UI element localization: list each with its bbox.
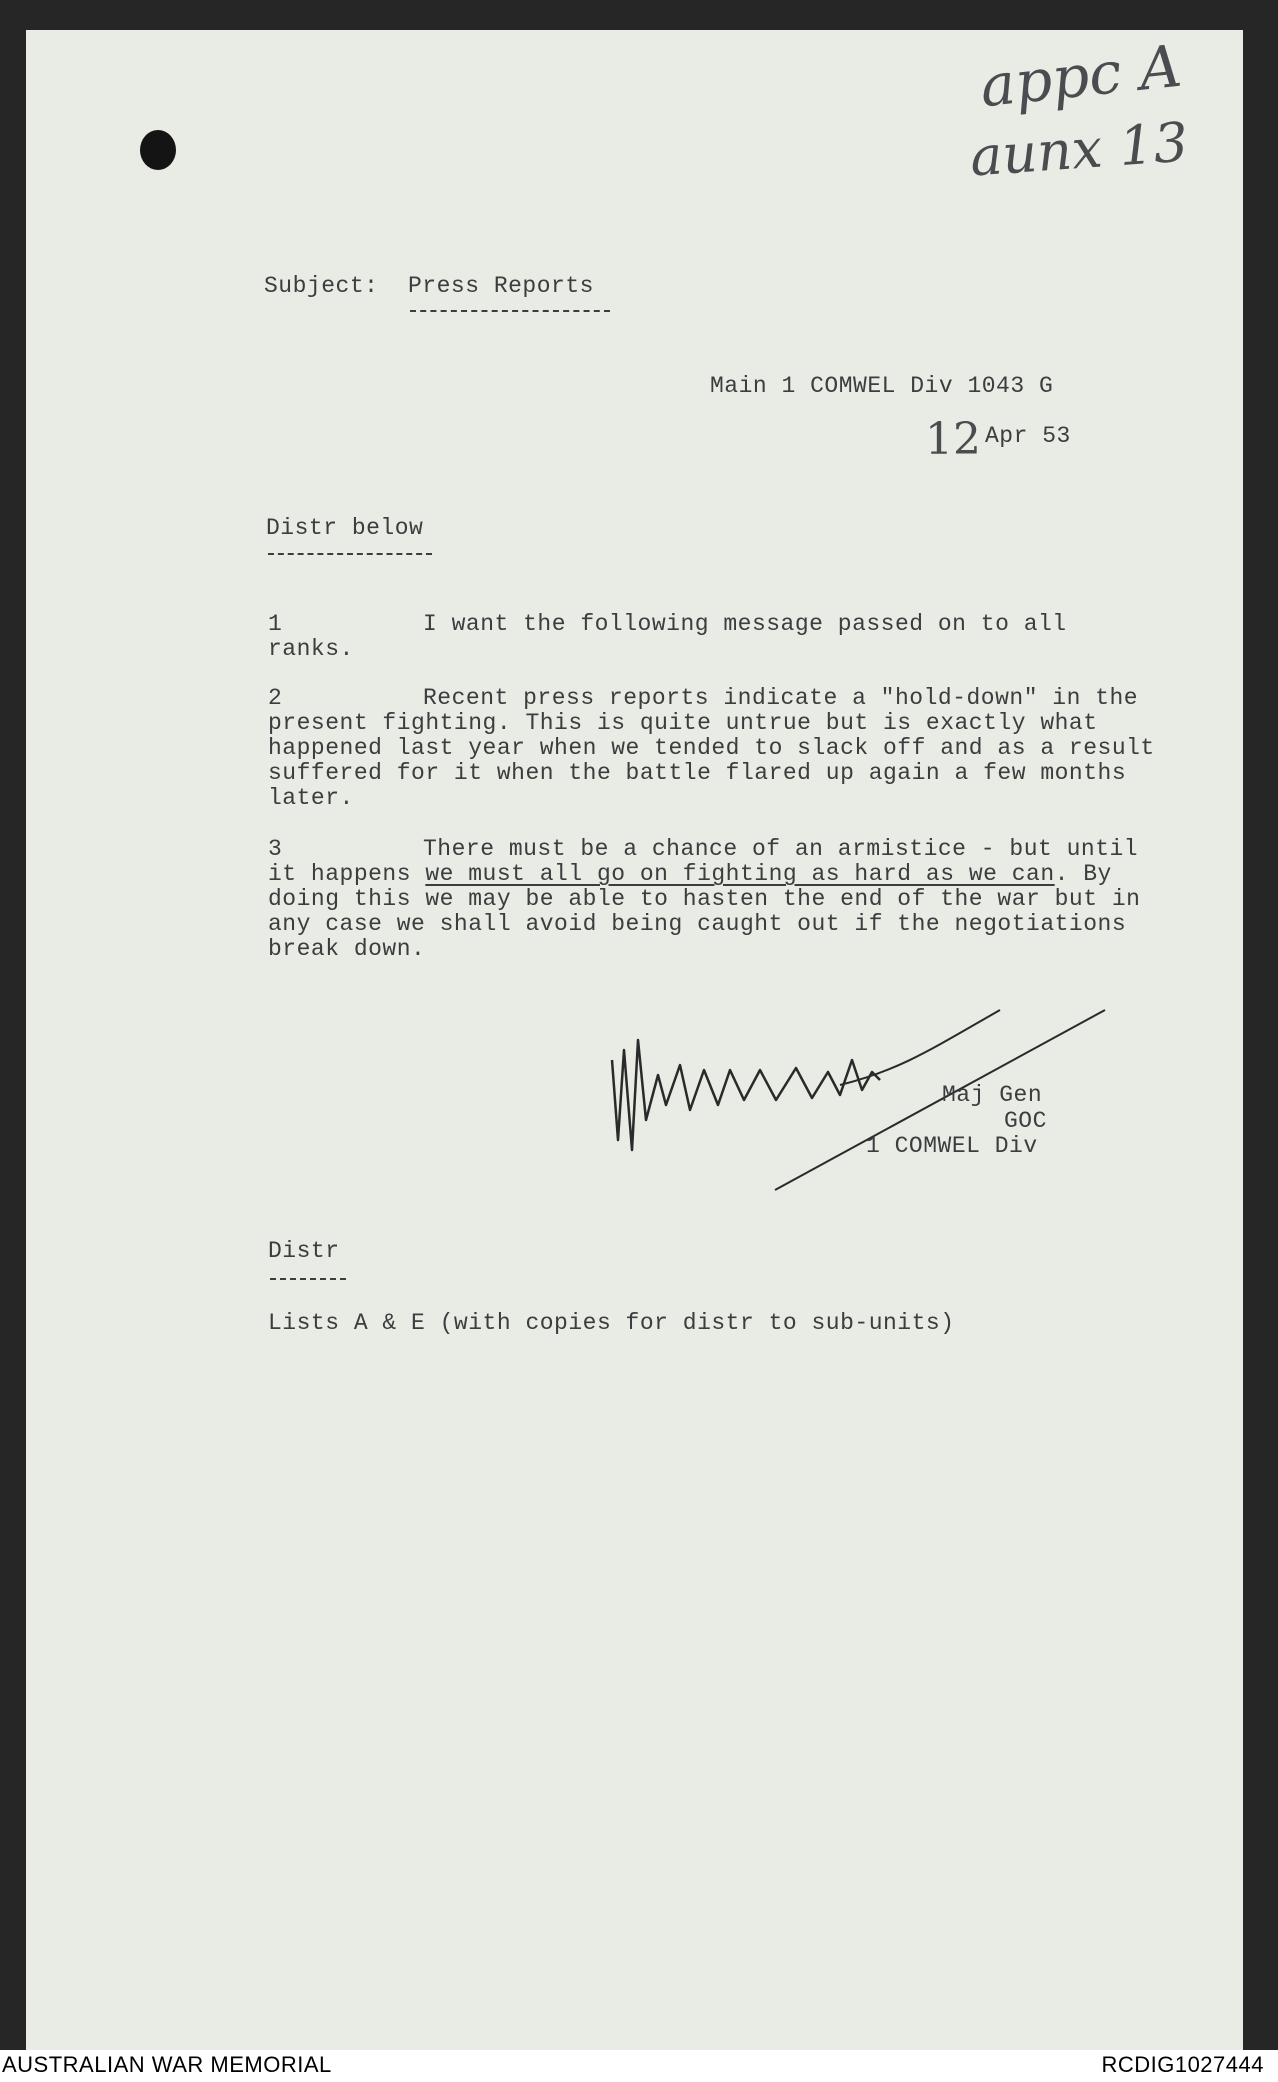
subject-value: Press Reports [408,273,594,299]
paragraph-2-number: 2 [268,685,283,711]
reference-date: Apr 53 [985,423,1071,449]
footer-institution: AUSTRALIAN WAR MEMORIAL [2,2052,332,2077]
paragraph-1 [268,612,1148,662]
paragraph-1-text: I want the following message passed on to all ranks. [268,611,1067,662]
punch-hole [140,130,176,170]
reference-day-handwritten: 12 [925,414,981,465]
distr-label: Distr [268,1238,340,1264]
handwritten-annotation-line2: aunx 13 [968,110,1191,189]
signature-unit: 1 COMWEL Div [866,1133,1038,1159]
paragraph-3-text-before: There must be a chance of an armistice - but until it happens [268,836,1139,887]
paragraph-2-text: Recent press reports indicate a "hold-down" in the present fighting. This is quite untrue but is exactly what happened last year when we tended to slack off and as a result suffered for it when the battle flared up again a few months later. [268,685,1155,811]
signature-title: GOC [1004,1108,1047,1134]
paragraph-3-number: 3 [268,836,283,862]
paragraph-2 [268,686,1168,811]
paragraph-3 [268,837,1148,962]
reference-line: Main 1 COMWEL Div 1043 G [710,373,1054,399]
distr-underline [270,1278,346,1280]
footer-record-id: RCDIG1027444 [1101,2052,1264,2077]
handwritten-annotation-line1: appc A [976,31,1185,121]
subject-label: Subject: [264,273,379,299]
paragraph-3-text-after: . By doing this we may be able to hasten the end of the war but in any case we shall avoid being caught out if the negotiations break down. [268,861,1141,962]
distr-below-underline [268,553,432,555]
signature-rank: Maj Gen [942,1082,1043,1108]
subject-underline [410,310,610,312]
paragraph-3-underlined-text: we must all go on fighting as hard as we can [425,861,1055,887]
paragraph-1-number: 1 [268,611,283,637]
distr-lists: Lists A & E (with copies for distr to sub-units) [268,1310,955,1336]
distr-below-header: Distr below [266,515,424,541]
